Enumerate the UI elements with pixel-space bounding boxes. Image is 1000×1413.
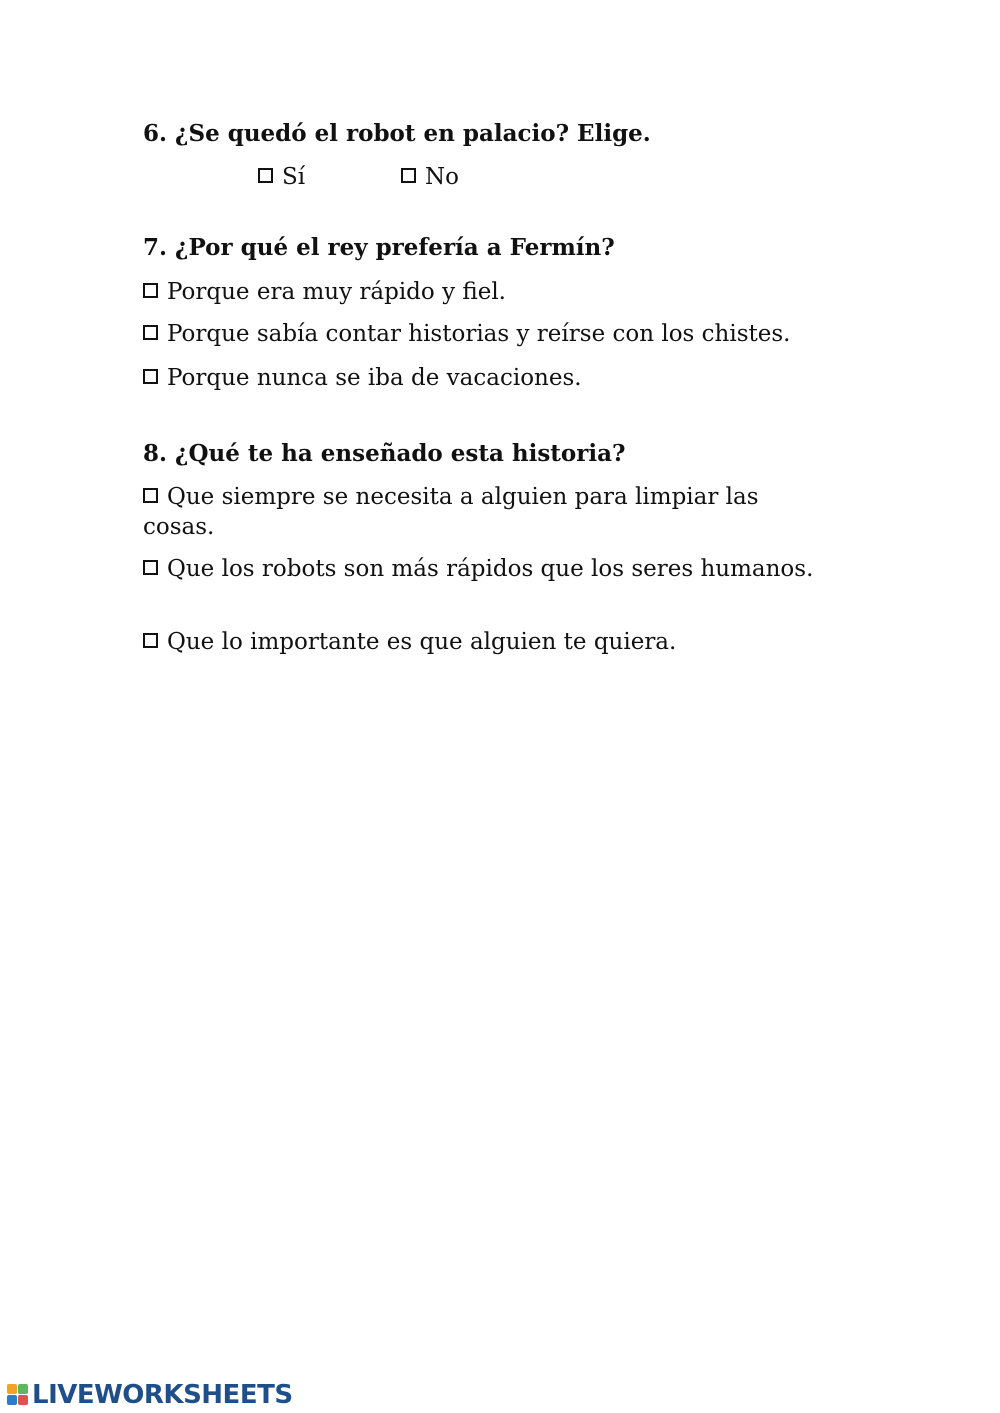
liveworksheets-logo <box>7 1380 293 1410</box>
checkbox[interactable] <box>143 325 158 340</box>
checkbox[interactable] <box>143 633 158 648</box>
option-label: Porque nunca se iba de vacaciones. <box>167 365 582 391</box>
option-label: No <box>425 164 459 190</box>
question-7-option-2[interactable] <box>143 319 843 349</box>
option-label: Que los robots son más rápidos que los seres humanos. <box>167 556 814 582</box>
option-label: Porque sabía contar historias y reírse con los chistes. <box>167 321 791 347</box>
option-label: Sí <box>282 164 306 190</box>
question-8-option-1[interactable] <box>143 482 823 542</box>
question-8-option-2[interactable] <box>143 554 823 584</box>
question-6-option-no[interactable] <box>401 162 459 192</box>
logo-text: LIVEWORKSHEETS <box>32 1380 293 1410</box>
question-8-title: 8. ¿Qué te ha enseñado esta historia? <box>143 440 626 467</box>
option-label: Que lo importante es que alguien te quiera. <box>167 629 677 655</box>
checkbox[interactable] <box>258 168 273 183</box>
option-label: Que siempre se necesita a alguien para limpiar las cosas. <box>143 484 759 540</box>
option-label: Porque era muy rápido y fiel. <box>167 279 506 305</box>
question-7-title: 7. ¿Por qué el rey prefería a Fermín? <box>143 234 615 261</box>
checkbox[interactable] <box>143 560 158 575</box>
checkbox[interactable] <box>401 168 416 183</box>
question-7-option-1[interactable] <box>143 277 843 307</box>
question-6-option-si[interactable] <box>258 162 305 192</box>
question-6-title: 6. ¿Se quedó el robot en palacio? Elige. <box>143 120 651 147</box>
checkbox[interactable] <box>143 283 158 298</box>
question-8-option-3[interactable] <box>143 627 843 657</box>
question-7-option-3[interactable] <box>143 363 843 393</box>
liveworksheets-logo-icon <box>7 1384 29 1406</box>
checkbox[interactable] <box>143 369 158 384</box>
checkbox[interactable] <box>143 488 158 503</box>
